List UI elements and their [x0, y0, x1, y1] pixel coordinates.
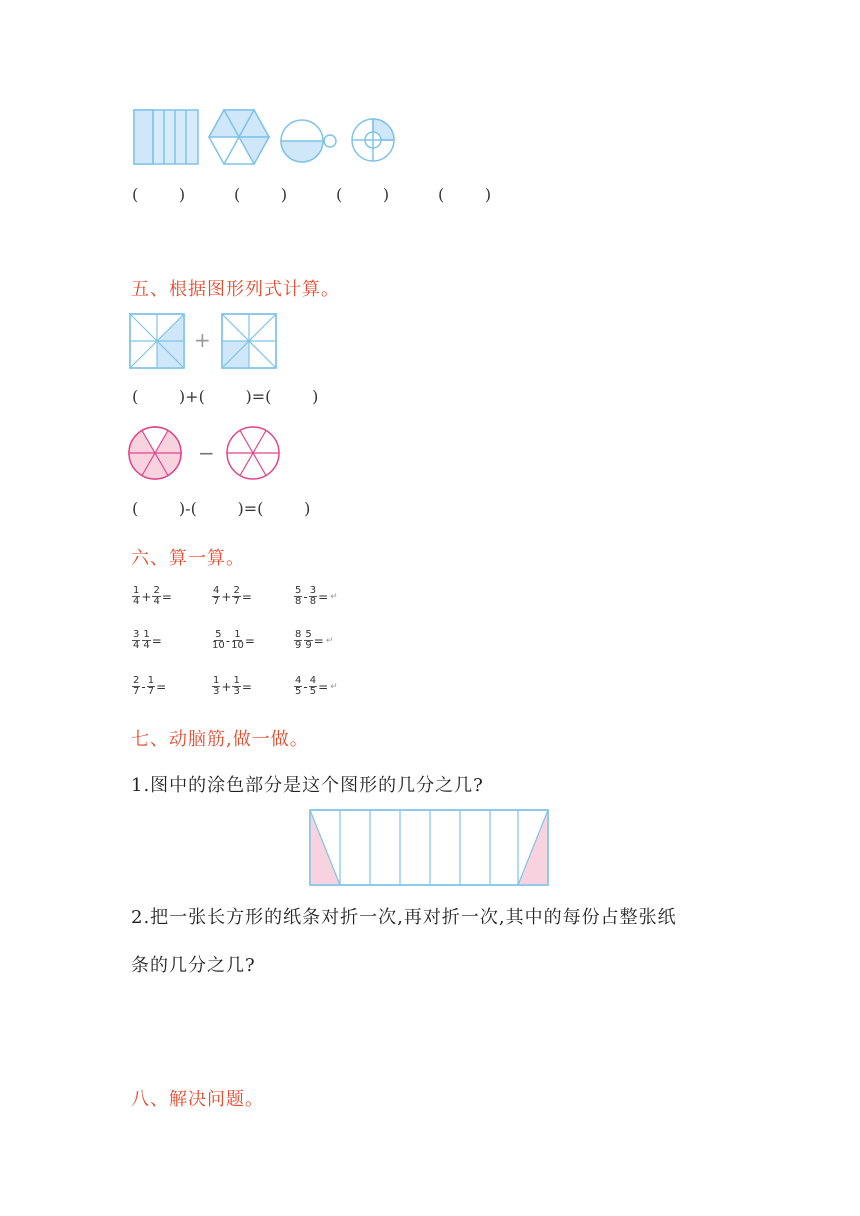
fraction — [212, 676, 220, 697]
numerator: 5 — [295, 585, 302, 596]
equals-sign: = — [241, 679, 252, 694]
answer-blank-3[interactable]: ( ) — [336, 185, 390, 204]
equals-sign: = — [241, 589, 252, 604]
fraction — [294, 586, 302, 607]
equation-blank-line-1[interactable]: ( )+( )=( ) — [132, 387, 319, 406]
fraction-problem[interactable] — [212, 586, 253, 607]
numerator: 1 — [234, 629, 241, 640]
fraction — [294, 676, 302, 697]
fraction-problem[interactable] — [132, 586, 173, 607]
fraction — [212, 586, 220, 607]
denominator: 4 — [133, 640, 140, 651]
denominator: 7 — [213, 596, 220, 607]
denominator: 9 — [295, 640, 302, 651]
fraction-problem[interactable] — [132, 676, 167, 697]
circle-figure-1 — [129, 427, 181, 479]
question-1-text: 1.图中的涂色部分是这个图形的几分之几? — [131, 775, 484, 796]
operator: - — [141, 679, 146, 694]
fraction — [309, 586, 317, 607]
equals-sign: = — [161, 589, 172, 604]
operator: + — [221, 679, 232, 694]
fraction — [232, 676, 240, 697]
return-mark: ↵ — [325, 635, 334, 646]
fraction-problem[interactable] — [212, 676, 253, 697]
equals-sign: = — [151, 633, 162, 648]
denominator: 9 — [305, 640, 312, 651]
operator: + — [221, 589, 232, 604]
answer-blank-2[interactable]: ( ) — [234, 185, 288, 204]
equation-blank-line-2[interactable]: ( )-( )=( ) — [132, 499, 311, 518]
equals-sign: = — [156, 679, 167, 694]
numerator: 2 — [233, 585, 240, 596]
numerator: 5 — [305, 629, 312, 640]
fraction — [232, 586, 240, 607]
return-mark: ↵ — [330, 591, 338, 602]
minus-sign: − — [198, 441, 215, 465]
fraction — [147, 676, 155, 697]
numerator: 1 — [133, 585, 140, 596]
fraction — [132, 676, 140, 697]
section-5-heading: 五、根据图形列式计算。 — [131, 279, 340, 300]
denominator: 7 — [233, 596, 240, 607]
section-8-heading: 八、解决问题。 — [131, 1089, 264, 1110]
denominator: 5 — [295, 686, 302, 697]
equals-sign: = — [244, 633, 255, 648]
operator: - — [303, 589, 308, 604]
fraction — [152, 586, 160, 607]
answer-blank-4[interactable]: ( ) — [438, 185, 492, 204]
numerator: 1 — [143, 629, 150, 640]
fraction — [231, 630, 244, 651]
fraction-problem[interactable] — [294, 586, 338, 607]
section-7-heading: 七、动脑筋,做一做。 — [131, 729, 309, 750]
fraction — [212, 630, 225, 651]
answer-blank-1[interactable]: ( ) — [132, 185, 186, 204]
equals-sign: = — [318, 589, 329, 604]
denominator: 8 — [295, 596, 302, 607]
denominator: 4 — [143, 640, 150, 651]
plus-sign: + — [194, 328, 211, 352]
half-circle-shape — [281, 120, 336, 162]
fraction — [294, 630, 302, 651]
fraction — [142, 630, 150, 651]
equals-sign: = — [318, 679, 329, 694]
fraction — [309, 676, 317, 697]
strip-fraction-figure — [308, 808, 552, 888]
numerator: 1 — [213, 675, 220, 686]
fraction — [132, 630, 140, 651]
operator: - — [225, 633, 231, 648]
denominator: 5 — [309, 686, 317, 697]
fraction — [304, 630, 312, 651]
fraction — [132, 586, 140, 607]
operator: - — [303, 679, 308, 694]
denominator: 3 — [213, 686, 220, 697]
equals-sign: = — [313, 633, 324, 648]
denominator: 4 — [153, 596, 160, 607]
numerator: 4 — [295, 675, 302, 686]
return-mark: ↵ — [330, 681, 338, 692]
denominator: 10 — [212, 640, 225, 651]
numerator: 2 — [153, 585, 160, 596]
denominator: 8 — [309, 596, 317, 607]
operator: + — [141, 589, 152, 604]
numerator: 5 — [215, 629, 222, 640]
numerator: 8 — [295, 629, 302, 640]
fraction-shapes-row — [128, 104, 408, 170]
denominator: 7 — [133, 686, 140, 697]
numerator: 3 — [133, 629, 140, 640]
denominator: 10 — [231, 640, 244, 651]
numerator: 3 — [309, 585, 317, 596]
numerator: 1 — [233, 675, 240, 686]
numerator: 4 — [309, 675, 317, 686]
numerator: 1 — [147, 675, 155, 686]
denominator: 7 — [147, 686, 155, 697]
numerator: 4 — [213, 585, 220, 596]
question-2-text-line-2: 条的几分之几? — [131, 955, 256, 976]
question-2-text-line-1: 2.把一张长方形的纸条对折一次,再对折一次,其中的每份占整张纸 — [131, 907, 677, 928]
denominator: 3 — [233, 686, 240, 697]
hexagon-shape — [209, 110, 269, 164]
numerator: 2 — [133, 675, 140, 686]
fraction-problem[interactable] — [294, 630, 333, 651]
fraction-problem[interactable] — [132, 630, 163, 651]
fraction-problem[interactable] — [212, 630, 256, 651]
circle-figure-2 — [227, 427, 279, 479]
ring-shape — [352, 119, 394, 161]
square-figure-2 — [222, 314, 276, 368]
square-figure-1 — [130, 314, 184, 368]
striped-rectangle-shape — [134, 110, 198, 164]
fraction-problem[interactable] — [294, 676, 338, 697]
section-6-heading: 六、算一算。 — [131, 548, 245, 569]
denominator: 4 — [133, 596, 140, 607]
